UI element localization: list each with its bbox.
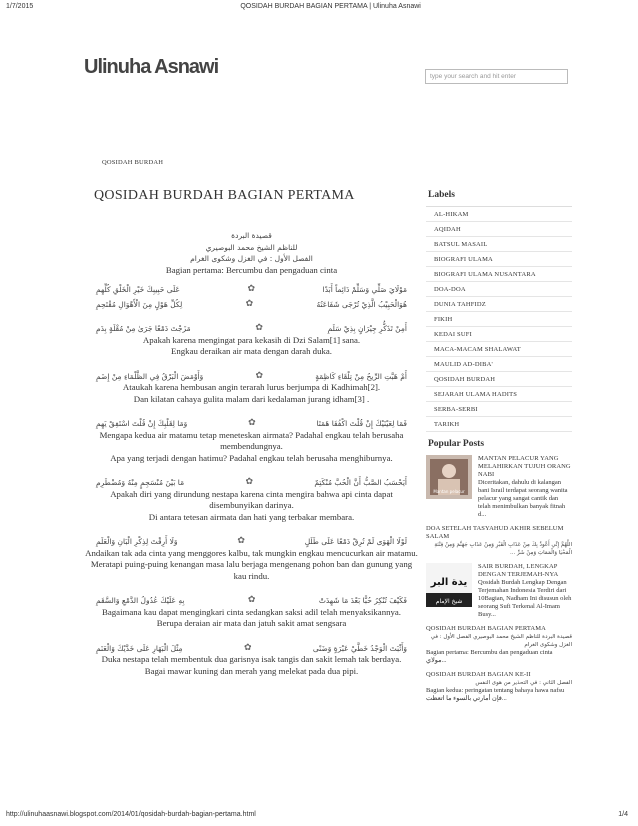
labels-heading: Labels: [428, 190, 455, 200]
label-link[interactable]: QOSIDAH BURDAH: [426, 372, 572, 387]
flower-icon: ✿: [255, 370, 263, 381]
flower-icon: ✿: [255, 323, 263, 333]
print-header: [6, 3, 628, 10]
search-input[interactable]: type your search and hit enter: [425, 69, 568, 84]
arabic-title: قصيدة البردة: [231, 231, 272, 240]
translation: Apakah karena mengingat para kekasih di Dzi Salam[1] sana.: [142, 334, 361, 345]
thumbnail-subtitle: شيخ الإمام: [435, 598, 463, 605]
popular-post-snippet: Diceritakan, dahulu di kalangan bani Israil terdapat seorang wanita pelacur yang sangat cantik dan telah menimbulkan banyak fitnah d...: [478, 479, 568, 518]
print-url[interactable]: http://ulinuhaasnawi.blogspot.com/2014/01/qosidah-burdah-bagian-pertama.html: [6, 811, 256, 818]
arabic-author: للناظم الشيخ محمد البوصيري: [205, 242, 298, 252]
popular-post-snippet: Qosidah Burdah Lengkap Dengan Terjemahan Indonesia Terdiri dari 10Bagian, Nadham Ini disusun oleh seorang Sufi Terkenal Al-Imam Busy...: [478, 579, 572, 618]
popular-post[interactable]: [426, 525, 572, 557]
label-link[interactable]: AL-HIKAM: [426, 207, 572, 222]
popular-post[interactable]: [426, 563, 572, 619]
translation: Apakah diri yang dirundung nestapa karena cinta mengira bahwa api cinta dapat disembunyikan darinya.: [110, 488, 393, 510]
label-link[interactable]: SEJARAH ULAMA HADITS: [426, 387, 572, 402]
flower-icon: ✿: [237, 536, 245, 546]
couplet: مَوْلَايَ صَلِّي وَسَلِّمْ دَائِماً أَبَدًا ✿ عَلَى حَبِيبِكَ خَيْرِ الْخَلْقِ كُلِّهِمِ: [96, 284, 407, 294]
labels-list: [426, 206, 572, 432]
translation: Duka nestapa telah membentuk dua garisnya isak tangis dan sakit lemah tak berdaya.: [101, 654, 402, 664]
print-footer: [6, 811, 628, 818]
post-title[interactable]: QOSIDAH BURDAH BAGIAN PERTAMA: [94, 188, 355, 203]
arabic-chapter: الفصل الأول : في الغزل وشكوى الغرام: [190, 254, 313, 263]
couplet: لَوْلَا الْهَوَى لَمْ تُرِقْ دَمْعًا عَلَى طَلَلٍ ✿ وَلَا أَرِقْتَ لِذِكْرِ الْبَانِ وَالْعَلَمِ: [96, 536, 407, 546]
translation: Meratapi puing-puing kenangan masa lalu berjaga mengenang pohon ban dan gunung yang kau rindu.: [90, 559, 413, 581]
flower-icon: ✿: [248, 418, 256, 428]
print-date: 1/7/2015: [6, 3, 34, 10]
post-body: [84, 230, 419, 677]
label-link[interactable]: FIKIH: [426, 312, 572, 327]
popular-post-snippet: Bagian pertama: Bercumbu dan pengaduan cinta مولاي...: [426, 649, 553, 664]
print-page-title: QOSIDAH BURDAH BAGIAN PERTAMA | Ulinuha Asnawi: [240, 3, 421, 10]
label-link[interactable]: BATSUL MASAIL: [426, 237, 572, 252]
translation: Di antara tetesan airmata dan hati yang terbakar membara.: [148, 511, 355, 522]
popular-post-snippet: Bagian kedua: peringatan tentang bahaya hawa nafsu فإن أمارتي بالسوء ما اتعظت...: [426, 687, 565, 702]
label-link[interactable]: MAULID AD-DIBA': [426, 357, 572, 372]
popular-post-title[interactable]: QOSIDAH BURDAH BAGIAN KE-II: [426, 671, 531, 678]
couplet: أَيَحْسَبُ الصَّبُّ أَنَّ الْحُبَّ مُنْكَتِمٌ ✿ مَا بَيْنَ مُنْسَجِمٍ مِنْهُ وَمُضْطَرِمِ: [96, 477, 407, 487]
couplet: وَأَثْبَتَ الْوَجْدُ خَطَّيْ عَبْرَةٍ وَضَنًى ✿ مِثْلَ الْبَهَارِ عَلَى خَدَّيْكَ وَالْعَنَمِ: [96, 642, 407, 653]
site-title[interactable]: Ulinuha Asnawi: [84, 56, 219, 78]
couplet: أَمْ هَبَّتِ الرِّيحُ مِنْ تِلْقَاءِ كَاظِمَةٍ ✿ وَأَوْمَضَ الْبَرْقُ فِي الظَّلْمَاءِ مِنْ إِضَمِ: [96, 370, 407, 381]
flower-icon: ✿: [247, 284, 256, 294]
translation: Bagai mawar kuning dan merah yang melekat pada dua pipi.: [144, 665, 359, 676]
thumbnail-caption: Mantan pelacur: [433, 489, 465, 494]
popular-post[interactable]: [426, 625, 572, 665]
label-link[interactable]: BIOGRAFI ULAMA NUSANTARA: [426, 267, 572, 282]
label-link[interactable]: AQIDAH: [426, 222, 572, 237]
post-thumbnail[interactable]: [426, 455, 472, 499]
popular-post[interactable]: [426, 671, 572, 703]
popular-post-snippet: اللَّهُمَّ إِنِّي أَعُوذُ بِكَ مِنْ عَذَابِ الْقَبْرِ وَمِنْ عَذَابِ جَهَنَّمَ وَمِنْ فِتْنَةِ الْمَحْيَا وَالْمَمَاتِ وَمِنْ شَرِّ ...: [434, 542, 572, 556]
translation: Apa yang terjadi dengan hatimu? Padahal engkau telah berusaha menghiburnya.: [110, 452, 393, 463]
breadcrumb[interactable]: QOSIDAH BURDAH: [102, 159, 164, 166]
popular-post-title[interactable]: SAIR BURDAH, LENGKAP DENGAN TERJEMAH-NYA: [478, 563, 559, 578]
flower-icon: ✿: [245, 298, 254, 309]
print-page-number: 1/4: [618, 811, 628, 818]
intro-text: Bagian pertama: Bercumbu dan pengaduan cinta: [165, 264, 338, 275]
translation: Engkau deraikan air mata dengan darah duka.: [171, 346, 332, 356]
label-link[interactable]: TARIKH: [426, 417, 572, 432]
popular-post[interactable]: [426, 455, 572, 519]
popular-posts-heading: Popular Posts: [428, 439, 485, 449]
label-link[interactable]: KEDAI SUFI: [426, 327, 572, 342]
translation: Andaikan tak ada cinta yang menggores kalbu, tak mungkin engkau mencucurkan air matamu.: [85, 547, 418, 558]
translation: Dan kilatan cahaya gulita malam dari kedalaman jurang idham[3] .: [133, 393, 370, 404]
thumbnail-title: يدة البر: [430, 577, 468, 588]
flower-icon: ✿: [243, 642, 252, 653]
popular-post-title[interactable]: MANTAN PELACUR YANG MELAHIRKAN TUJUH ORANG NABI: [478, 455, 571, 478]
couplet: أَمِنْ تَذَكُّرِ جِيْرَانٍ بِذِيْ سَلَمِ ✿ مَزَجْتَ دَمْعًا جَرَىٰ مِنْ مُقْلَةٍ بِدَمِ: [96, 323, 407, 333]
label-link[interactable]: BIOGRAFI ULAMA: [426, 252, 572, 267]
couplet: فَكَيْفَ تُنْكِرُ حُبًّا بَعْدَ مَا شَهِدَتْ ✿ بِهِ عَلَيْكَ عُدُولُ الدَّمْعِ وَالسَّقَمِ: [96, 595, 407, 605]
popular-post-snippet-arabic: قصيدة البردة للناظم الشيخ محمد البوصيري الفصل الأول : في الغزل وشكوى الغرام: [430, 634, 572, 648]
flower-icon: ✿: [245, 477, 253, 487]
flower-icon: ✿: [247, 595, 256, 605]
label-link[interactable]: SERBA-SERBI: [426, 402, 572, 417]
translation: Mengapa kedua air matamu tetap meneteskan airmata? Padahal engkau telah berusaha membendungnya.: [99, 429, 404, 451]
popular-post-title[interactable]: QOSIDAH BURDAH BAGIAN PERTAMA: [426, 625, 546, 632]
translation: Ataukah karena hembusan angin terarah lurus berjumpa di Kadhimah[2].: [122, 382, 381, 392]
popular-post-snippet-arabic: الفصل الثاني : في التحذير من هوى النفس: [475, 680, 572, 686]
translation: Bagaimana kau dapat mengingkari cinta sedangkan saksi adil telah menyaksikannya.: [102, 606, 401, 617]
label-link[interactable]: DUNIA TAHFIDZ: [426, 297, 572, 312]
popular-post-title[interactable]: DOA SETELAH TASYAHUD AKHIR SEBELUM SALAM: [426, 525, 564, 540]
sidebar: [426, 190, 572, 709]
label-link[interactable]: MACA-MACAM SHALAWAT: [426, 342, 572, 357]
post-thumbnail[interactable]: [426, 563, 472, 607]
label-link[interactable]: DOA-DOA: [426, 282, 572, 297]
couplet: هُوَالْحَبِيْبُ الَّذِيْ تُرْجَى شَفَاعَتُهُ ✿ لِكُلِّ هَوْلٍ مِنَ الْأَهْوَالِ مُقْتَحِمِ: [96, 298, 407, 309]
couplet: فَمَا لِعَيْنَيْكَ إِنْ قُلْتَ اكْفُفَا هَمَتَا ✿ وَمَا لِقَلْبِكَ إِنْ قُلْتَ اسْتَفِقْ يَهِمِ: [96, 418, 407, 428]
translation: Berupa deraian air mata dan jatuh sakit amat sengsara: [156, 618, 347, 628]
